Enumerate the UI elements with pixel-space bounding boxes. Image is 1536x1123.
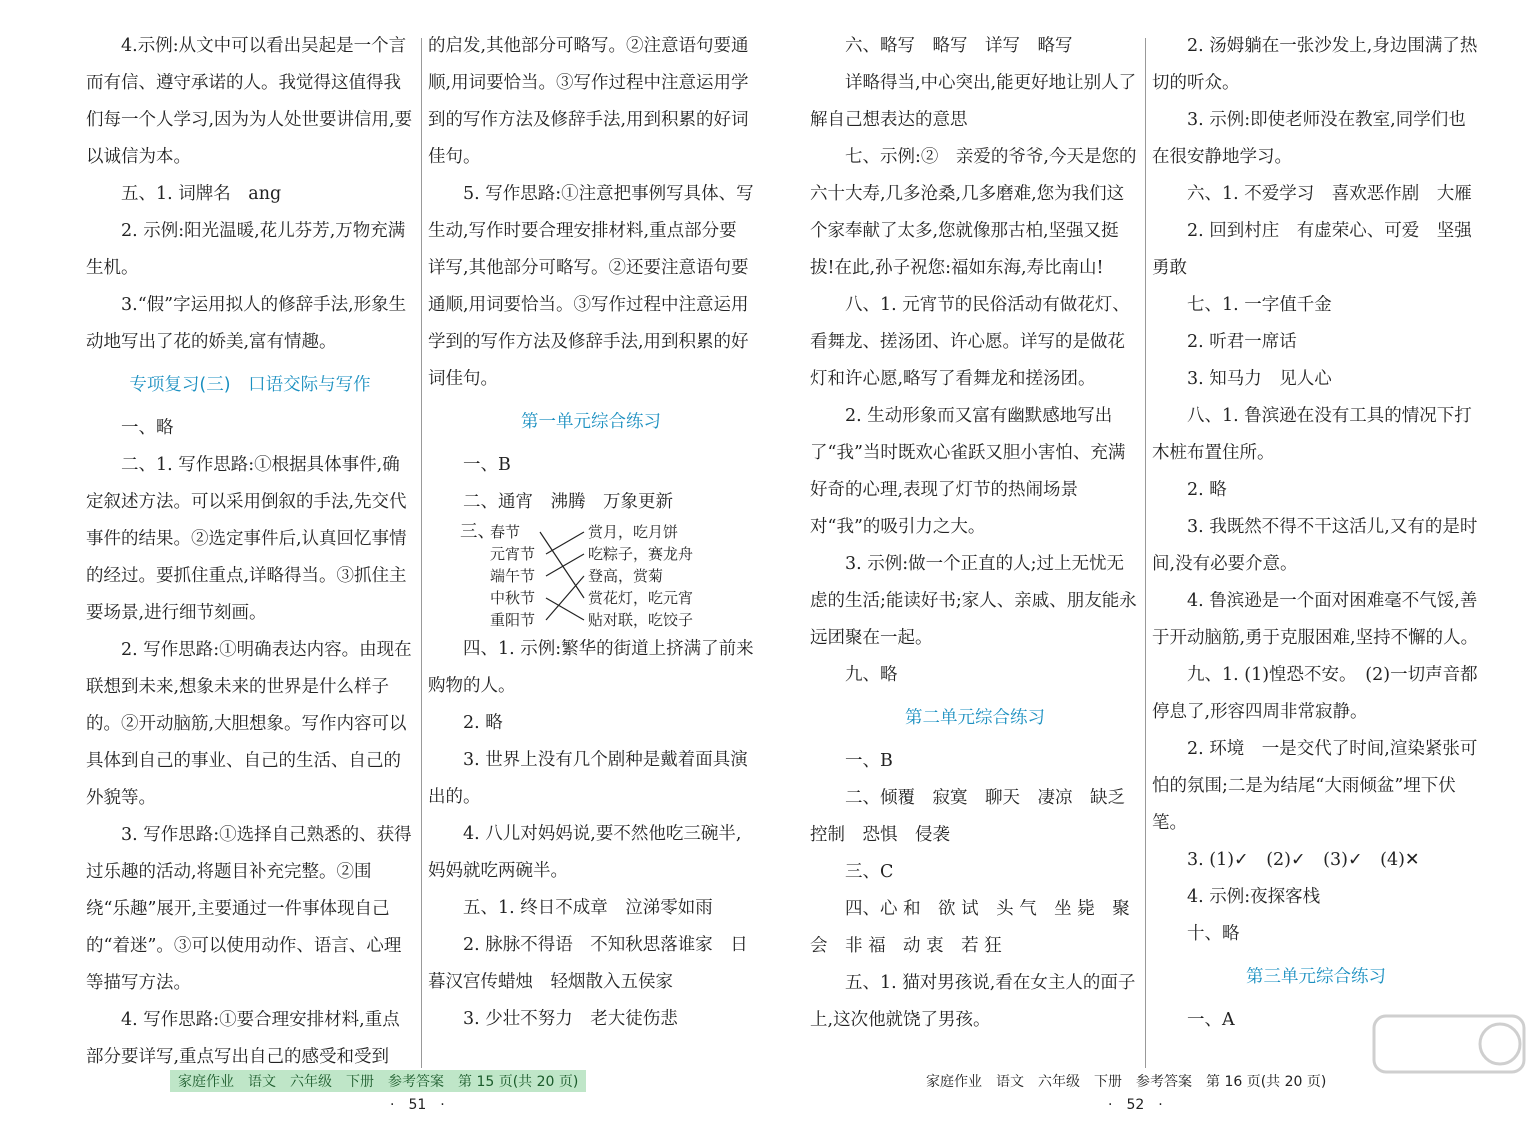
answer-paragraph: 3. 我既然不得不干这活儿,又有的是时间,没有必要介意。	[1152, 517, 1478, 574]
answer-paragraph: 2. 写作思路:①明确表达内容。由现在联想到未来,想象未来的世界是什么样子的。②开动脑筋,大胆想象。写作内容可以具体到自己的事业、自己的生活、自己的外貌等。	[86, 640, 412, 808]
match-line	[540, 532, 584, 598]
custom-item: 贴对联，吃饺子	[588, 611, 694, 629]
footer-text: 家庭作业 语文 六年级 下册 参考答案 第 16 页(共 20 页)	[926, 1074, 1327, 1090]
page-number: · 51 ·	[390, 1097, 445, 1113]
answer-paragraph: 一、A	[1187, 1010, 1235, 1030]
festival-item: 春节	[490, 523, 521, 541]
answer-paragraph: 4.示例:从文中可以看出吴起是一个言而有信、遵守承诺的人。我觉得这值得我们每一个人学习,因为为人处世要讲信用,要以诚信为本。	[86, 36, 413, 167]
answer-paragraph: 七、示例:② 亲爱的爷爷,今天是您的六十大寿,几多沧桑,几多磨难,您为我们这个家奉献了太多,您就像那古柏,坚强又挺拔!在此,孙子祝您:福如东海,寿比南山!	[810, 147, 1137, 278]
custom-item: 登高，赏菊	[588, 567, 664, 585]
answer-paragraph: 4. 鲁滨逊是一个面对困难毫不气馁,善于开动脑筋,勇于克服困难,坚持不懈的人。	[1152, 591, 1479, 648]
custom-item: 吃粽子，赛龙舟	[588, 545, 694, 563]
answer-paragraph: 五、1. 终日不成章 泣涕零如雨	[463, 898, 713, 918]
custom-item: 赏月，吃月饼	[588, 523, 679, 541]
left-column-1	[86, 28, 414, 1076]
match-label: 三、	[460, 522, 495, 542]
answer-paragraph: 3. 世界上没有几个剧种是戴着面具演出的。	[428, 750, 748, 807]
answer-paragraph: 2. 脉脉不得语 不知秋思落谁家 日暮汉宫传蜡烛 轻烟散入五侯家	[428, 935, 748, 992]
answer-paragraph: 3. 知马力 见人心	[1187, 369, 1332, 389]
answer-paragraph: 九、1. (1)惶恐不安。 (2)一切声音都停息了,形容四周非常寂静。	[1152, 665, 1478, 722]
answer-paragraph: 九、略	[845, 665, 898, 685]
answer-paragraph: 八、1. 鲁滨逊在没有工具的情况下打木桩布置住所。	[1152, 406, 1472, 463]
answer-paragraph: 4. 示例:夜探客栈	[1187, 887, 1321, 907]
match-line	[546, 576, 584, 620]
answer-paragraph: 二、倾覆 寂寞 聊天 凄凉 缺乏 控制 恐惧 侵袭	[810, 788, 1143, 845]
answer-paragraph: 2. 汤姆躺在一张沙发上,身边围满了热切的听众。	[1152, 36, 1478, 93]
right-column-2	[1152, 28, 1480, 1039]
answer-paragraph: 4. 写作思路:①要合理安排材料,重点部分要详写,重点写出自己的感受和受到	[86, 1010, 400, 1067]
answer-paragraph: 五、1. 词牌名 ang	[121, 184, 282, 204]
answer-paragraph: 的启发,其他部分可略写。②注意语句要通顺,用词要恰当。③写作过程中注意运用学到的写作方法及修辞手法,用到积累的好词佳句。	[428, 36, 749, 167]
watermark-logo	[1370, 1010, 1530, 1110]
answer-paragraph: 六、略写 略写 详写 略写	[845, 36, 1073, 56]
answer-paragraph: 四、心 和 欲 试 头 气 坐 毙 聚 会 非 福 动 衷 若 狂	[810, 899, 1130, 956]
answer-paragraph: 3. 示例:即使老师没在教室,同学们也在很安静地学习。	[1152, 110, 1466, 167]
answer-paragraph: 2. 环境 一是交代了时间,渲染紧张可怕的氛围;二是为结尾“大雨倾盆”埋下伏笔。	[1152, 739, 1478, 833]
answer-paragraph: 3. (1)✓ (2)✓ (3)✓ (4)✕	[1187, 850, 1420, 870]
answer-paragraph: 五、1. 猫对男孩说,看在女主人的面子上,这次他就饶了男孩。	[810, 973, 1136, 1030]
answer-paragraph: 二、1. 写作思路:①根据具体事件,确定叙述方法。可以采用倒叙的手法,先交代事件的结果。②选定事件后,认真回忆事情的经过。要抓住重点,详略得当。③抓住主要场景,进行细节刻画。	[86, 455, 407, 623]
answer-paragraph: 2. 生动形象而又富有幽默感地写出了“我”当时既欢心雀跃又胆小害怕、充满好奇的心理,表现了灯节的热闹场景对“我”的吸引力之大。	[810, 406, 1126, 537]
unit-title: 第三单元综合练习	[1246, 967, 1386, 987]
answer-paragraph: 三、C	[845, 862, 894, 882]
section-title: 专项复习(三) 口语交际与写作	[129, 375, 371, 395]
answer-paragraph: 一、B	[845, 751, 893, 771]
matching-exercise	[428, 521, 754, 631]
answer-paragraph: 八、1. 元宵节的民俗活动有做花灯、看舞龙、搓汤团、许心愿。详写的是做花灯和许心愿,略写了看舞龙和搓汤团。	[810, 295, 1130, 389]
answer-paragraph: 四、1. 示例:繁华的街道上挤满了前来购物的人。	[428, 639, 754, 696]
answer-paragraph: 3. 写作思路:①选择自己熟悉的、获得过乐趣的活动,将题目补充完整。②围绕“乐趣”展开,主要通过一件事体现自己的“着迷”。③可以使用动作、语言、心理等描写方法。	[86, 825, 412, 993]
unit-title: 第一单元综合练习	[521, 412, 661, 432]
festival-item: 端午节	[490, 567, 536, 585]
custom-item: 赏花灯，吃元宵	[588, 589, 694, 607]
answer-paragraph: 2. 略	[1187, 480, 1227, 500]
left-column-2	[428, 28, 754, 1038]
festival-item: 重阳节	[490, 611, 536, 629]
match-line	[546, 598, 584, 620]
answer-paragraph: 3. 示例:做一个正直的人;过上无忧无虑的生活;能读好书;家人、亲戚、朋友能永远团聚在一起。	[810, 554, 1137, 648]
page-footer	[170, 1070, 586, 1092]
column-divider	[421, 38, 422, 1068]
page-number: · 52 ·	[1108, 1097, 1163, 1113]
answer-paragraph: 六、1. 不爱学习 喜欢恶作剧 大雁	[1187, 184, 1472, 204]
unit-title: 第二单元综合练习	[905, 708, 1045, 728]
answer-paragraph: 3. 少壮不努力 老大徒伤悲	[463, 1009, 678, 1029]
answer-paragraph: 2. 略	[463, 713, 503, 733]
answer-paragraph: 2. 示例:阳光温暖,花儿芬芳,万物充满生机。	[86, 221, 406, 278]
answer-paragraph: 二、通宵 沸腾 万象更新	[463, 492, 673, 512]
match-line	[546, 554, 584, 576]
right-column-1	[810, 28, 1143, 1039]
match-right-list	[588, 521, 693, 631]
answer-paragraph: 3.“假”字运用拟人的修辞手法,形象生动地写出了花的娇美,富有情趣。	[86, 295, 407, 352]
answer-paragraph: 4. 八儿对妈妈说,要不然他吃三碗半,妈妈就吃两碗半。	[428, 824, 742, 881]
page-footer	[918, 1070, 1334, 1092]
answer-paragraph: 2. 听君一席话	[1187, 332, 1297, 352]
watermark-icon	[1370, 1010, 1530, 1110]
answer-paragraph: 一、B	[463, 455, 511, 475]
match-line	[546, 532, 584, 554]
footer-text: 家庭作业 语文 六年级 下册 参考答案 第 15 页(共 20 页)	[170, 1070, 586, 1092]
answer-paragraph: 5. 写作思路:①注意把事例写具体、写生动,写作时要合理安排材料,重点部分要详写,其他部分可略写。②还要注意语句要通顺,用词要恰当。③写作过程中注意运用学到的写作方法及修辞手法,用到积累的好词佳句。	[428, 184, 754, 389]
festival-item: 中秋节	[490, 589, 536, 607]
right-page	[768, 0, 1536, 1123]
answer-paragraph: 一、略	[121, 418, 174, 438]
answer-paragraph: 十、略	[1187, 924, 1240, 944]
answer-paragraph: 七、1. 一字值千金	[1187, 295, 1332, 315]
column-divider	[1145, 38, 1146, 1068]
festival-item: 元宵节	[490, 545, 536, 563]
answer-paragraph: 2. 回到村庄 有虚荣心、可爱 坚强勇敢	[1152, 221, 1472, 278]
answer-paragraph: 详略得当,中心突出,能更好地让别人了解自己想表达的意思	[810, 73, 1137, 130]
